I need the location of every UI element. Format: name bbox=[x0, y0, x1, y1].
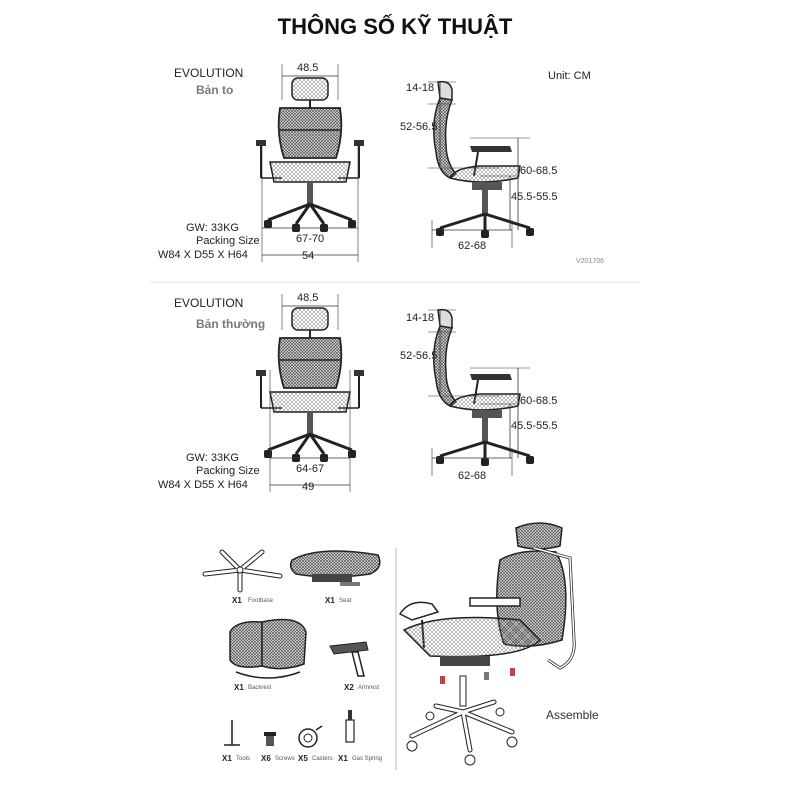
side-view-standard bbox=[428, 310, 534, 476]
part-name: Armrest bbox=[358, 685, 379, 691]
part-name: Seat bbox=[339, 598, 352, 604]
model-name: EVOLUTION bbox=[174, 296, 244, 310]
packing-dims: W84 X D55 X H64 bbox=[158, 249, 248, 261]
packing-dims: W84 X D55 X H64 bbox=[158, 479, 248, 491]
dim-seat-width: 64-67 bbox=[296, 463, 325, 475]
variant-name: Bản to bbox=[196, 83, 234, 97]
part-screws-drawing bbox=[264, 732, 276, 746]
part-seat-drawing bbox=[291, 551, 380, 586]
dim-seat-height: 45.5-55.5 bbox=[511, 191, 558, 203]
dim-depth: 62-68 bbox=[458, 470, 487, 482]
unit-label: Unit: CM bbox=[548, 70, 591, 82]
part-qty: X6 bbox=[261, 754, 271, 763]
dim-back-height: 52-56.5 bbox=[400, 121, 438, 133]
part-tools-drawing bbox=[224, 720, 240, 745]
part-qty: X5 bbox=[298, 754, 308, 763]
page-title: THÔNG SỐ KỸ THUẬT bbox=[277, 14, 513, 39]
part-name: Backrest bbox=[248, 685, 272, 691]
dim-back-height: 52-56.5 bbox=[400, 350, 438, 362]
part-qty: X1 bbox=[338, 754, 348, 763]
part-name: Gas Spring bbox=[352, 756, 383, 762]
part-name: Footbase bbox=[248, 598, 274, 604]
assembly-drawing bbox=[400, 523, 574, 765]
part-name: Casters bbox=[312, 756, 333, 762]
part-qty: X2 bbox=[344, 683, 354, 692]
variant-name: Bản thường bbox=[196, 317, 266, 331]
part-gas-spring-drawing bbox=[346, 710, 354, 742]
dim-seat-width: 67-70 bbox=[296, 233, 325, 245]
dim-depth: 62-68 bbox=[458, 240, 487, 252]
version-code: V201706 bbox=[576, 258, 605, 265]
dim-base-width: 54 bbox=[302, 250, 315, 262]
dim-front-width: 48.5 bbox=[297, 62, 319, 74]
part-backrest-drawing bbox=[230, 620, 306, 678]
dim-headrest-adj: 14-18 bbox=[406, 82, 435, 94]
dim-arm-height: 60-68.5 bbox=[520, 165, 558, 177]
gross-weight: GW: 33KG bbox=[186, 222, 239, 234]
dim-seat-height: 45.5-55.5 bbox=[511, 420, 558, 432]
dim-headrest-adj: 14-18 bbox=[406, 312, 435, 324]
part-footbase-drawing bbox=[205, 552, 280, 590]
dim-arm-height: 60-68.5 bbox=[520, 395, 558, 407]
packing-label: Packing Size bbox=[196, 235, 260, 247]
part-qty: X1 bbox=[234, 683, 244, 692]
dim-front-width: 48.5 bbox=[297, 292, 319, 304]
packing-label: Packing Size bbox=[196, 465, 260, 477]
part-qty: X1 bbox=[232, 596, 242, 605]
part-qty: X1 bbox=[325, 596, 335, 605]
dim-base-width: 49 bbox=[302, 481, 315, 493]
part-armrest-drawing bbox=[330, 642, 368, 676]
assemble-label: Assemble bbox=[546, 708, 599, 722]
part-name: Tools bbox=[236, 756, 251, 762]
side-view-large bbox=[428, 82, 534, 248]
part-casters-drawing bbox=[299, 726, 322, 747]
part-name: Screws bbox=[275, 756, 295, 762]
model-name: EVOLUTION bbox=[174, 66, 244, 80]
gross-weight: GW: 33KG bbox=[186, 452, 239, 464]
part-qty: X1 bbox=[222, 754, 232, 763]
